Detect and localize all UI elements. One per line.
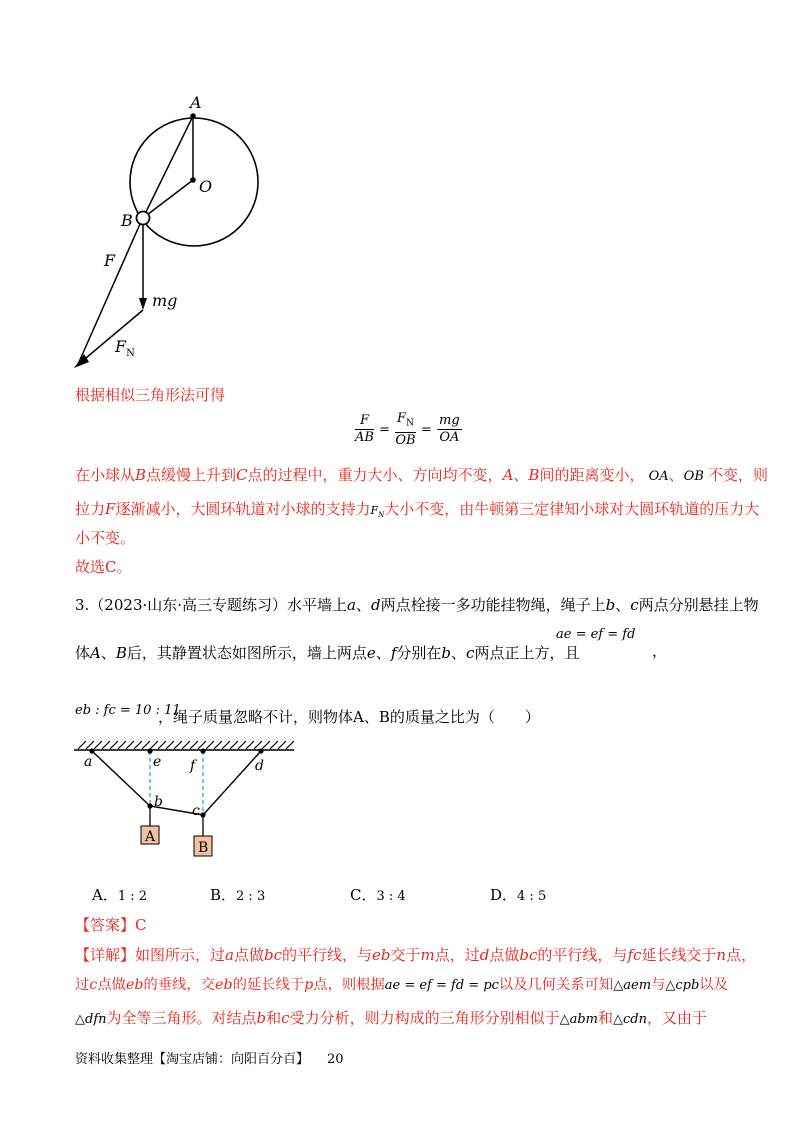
detail-line-1: 【详解】如图所示，过a点做bc的平行线，与eb交于m点，过d点做bc的平行线，与fc延长线交于n点， [75, 946, 757, 964]
similar-triangle-formula: $\frac{F}{AB}$ = $\frac{F_N}{OB}$ = $\frac{mg}{OA}$ [355, 411, 460, 448]
option-A[interactable]: A．1 : 2 [92, 886, 148, 904]
equation-eb-fc-ratio: eb : fc = 10 : 11 [75, 703, 181, 718]
equation-ae-ef-fd: ae = ef = fd [556, 627, 636, 642]
solution-choice: 故选C。 [75, 558, 132, 576]
label-FN: $F_N$ [115, 337, 135, 359]
rope-label-a: a [84, 754, 93, 770]
page-number: 20 [327, 1052, 344, 1067]
frac-F-AB: $\frac{F}{AB}$ [355, 413, 374, 446]
solution-paragraph-line-3: 小不变。 [75, 529, 136, 547]
figure-circle-forces [60, 90, 280, 380]
question-3-line-2: 体A、B后，其静置状态如图所示，墙上两点e、f分别在b、c两点正上方，且 [75, 644, 580, 662]
page-footer: 资料收集整理【淘宝店铺：向阳百分百】 20 [75, 1052, 344, 1067]
option-D[interactable]: D．4 : 5 [490, 886, 547, 904]
option-B[interactable]: B．2 : 3 [210, 886, 266, 904]
label-F: F [104, 251, 116, 270]
frac-FN-OB: $\frac{F_N}{OB}$ [395, 411, 416, 448]
rope-label-b: b [154, 794, 163, 810]
question-3-line-3: ，绳子质量忽略不计，则物体A、B的质量之比为（ ） [158, 708, 540, 726]
svg-text:B: B [198, 840, 209, 856]
svg-text:A: A [145, 829, 156, 845]
figure-rope-masses [70, 738, 300, 863]
rope-label-e: e [153, 754, 162, 770]
point-A [190, 113, 196, 119]
point-O [190, 177, 196, 183]
frac-mg-OA: $\frac{mg}{OA}$ [439, 413, 460, 446]
label-mg: mg [152, 291, 178, 310]
answer-line: 【答案】C [75, 916, 147, 934]
detail-line-3: △dfn为全等三角形。对结点b和c受力分析，则力构成的三角形分别相似于△abm和△cdn，又由于 [75, 1009, 707, 1027]
ball-B [137, 212, 150, 225]
detail-line-2: 过c点做eb的垂线，交eb的延长线于p点，则根据ae = ef = fd = pc以及几何关系可知△aem与△cpb以及 [75, 977, 728, 993]
solution-paragraph-line-2: 拉力F逐渐减小，大圆环轨道对小球的支持力$F_N$大小不变，由牛顿第三定律知小球对大圆环轨道的压力大 [75, 500, 760, 520]
option-C[interactable]: C．3 : 4 [350, 886, 406, 904]
rope-label-f: f [190, 758, 196, 774]
label-B: B [121, 211, 133, 230]
question-3-line-1: 3.（2023·山东·高三专题练习）水平墙上a、d两点栓接一多功能挂物绳，绳子上b、c两点分别悬挂上物 [75, 596, 759, 614]
equation-comma: ， [652, 642, 668, 660]
label-A: A [190, 93, 202, 112]
solution-paragraph-line-1: 在小球从B点缓慢上升到C点的过程中，重力大小、方向均不变，A、B间的距离变小， OA、OB 不变，则 [75, 466, 769, 484]
solution-line-1: 根据相似三角形法可得 [75, 386, 226, 404]
rope-label-c: c [192, 803, 200, 819]
rope-label-d: d [255, 758, 264, 774]
label-O: O [199, 177, 213, 196]
